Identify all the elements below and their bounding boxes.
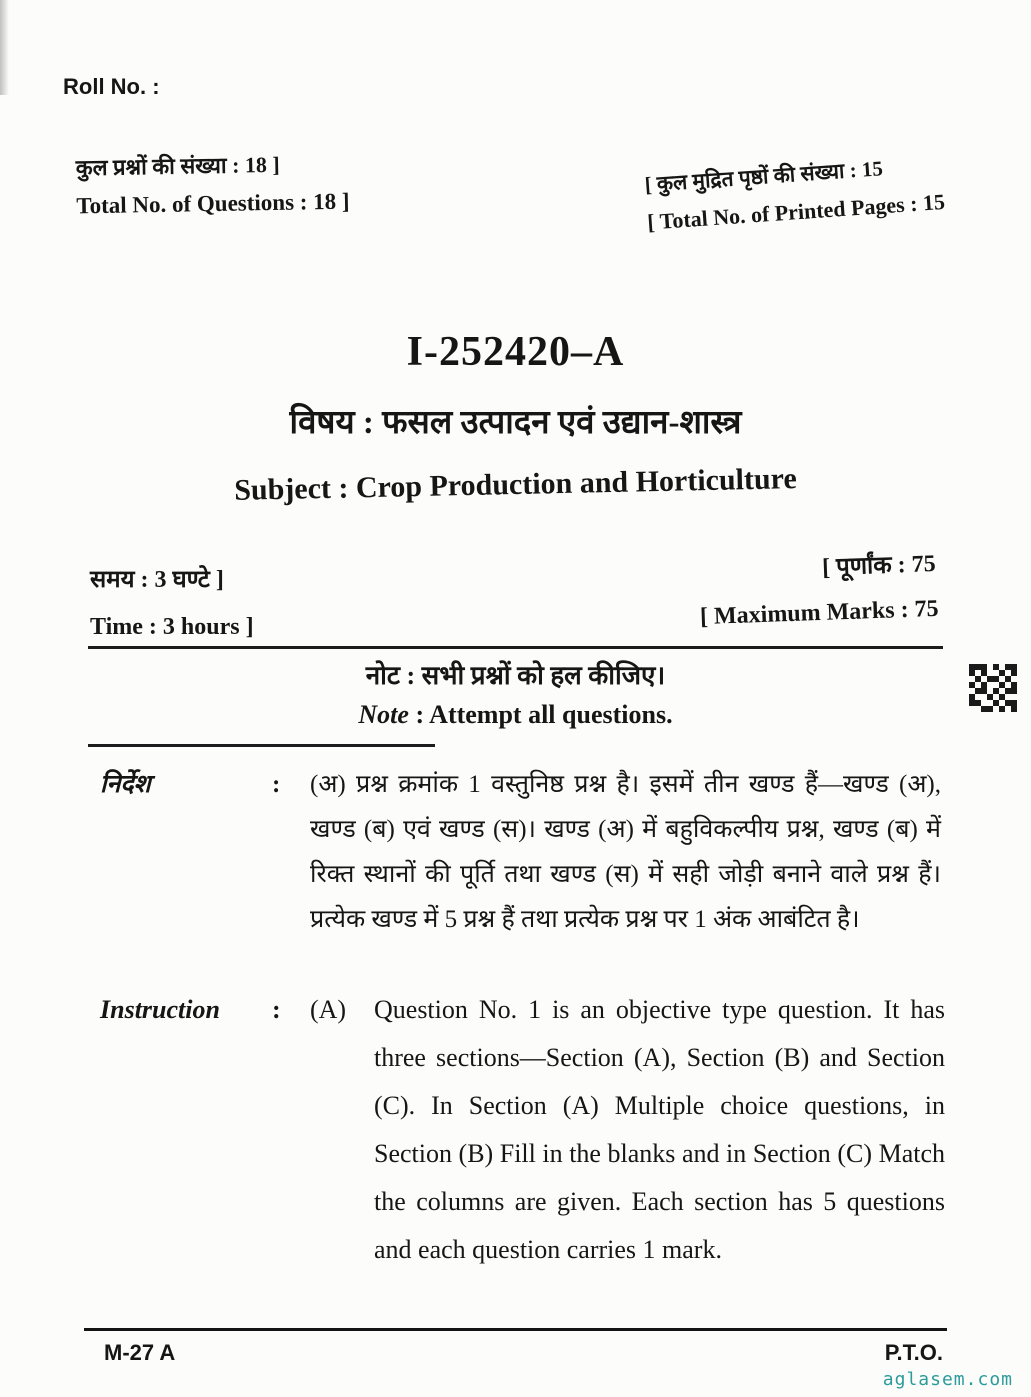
top-divider bbox=[88, 646, 943, 649]
instructions-english-text: Question No. 1 is an objective type question. It has three sections—Section (A), Section (B) and Section (C). In Section (A) Multiple choice questions, in Section (B) Fill in the blanks and in Section (C) Match the columns are given. Each section has 5 questions and each question carries 1 mark. bbox=[374, 995, 945, 1264]
printed-pages-block bbox=[644, 150, 946, 236]
bottom-divider bbox=[84, 1328, 947, 1331]
roll-no-label: Roll No. : bbox=[63, 74, 160, 99]
instructions-english-colon: : bbox=[272, 995, 281, 1024]
instructions-hindi-colon: : bbox=[272, 771, 281, 798]
aglasem-watermark: aglasem.com bbox=[882, 1369, 1013, 1390]
max-marks-english: [ Maximum Marks : 75 bbox=[699, 595, 940, 631]
instructions-english bbox=[100, 986, 945, 1274]
subject-title-hindi: विषय : फसल उत्पादन एवं उद्यान-शास्त्र bbox=[289, 405, 742, 441]
instructions-hindi bbox=[100, 762, 941, 942]
instructions-hindi-text: (अ) प्रश्न क्रमांक 1 वस्तुनिष्ठ प्रश्न है। इसमें तीन खण्ड हैं—खण्ड (अ), खण्ड (ब) एवं खण्ड (स)। खण्ड (अ) में बहुविकल्पीय प्रश्न, खण्ड (ब) में रिक्त स्थानों की पूर्ति तथा खण्ड (स) में सही जोड़ी बनाने वाले प्रश्न हैं। प्रत्येक खण्ड में 5 प्रश्न हैं तथा प्रत्येक प्रश्न पर 1 अंक आबंटित है। bbox=[310, 771, 941, 933]
scan-smudge bbox=[0, 0, 9, 95]
instructions-hindi-label: निर्देश bbox=[100, 771, 151, 798]
max-marks-hindi: [ पूर्णांक : 75 bbox=[822, 551, 937, 581]
note-english-label: Note bbox=[358, 700, 409, 729]
note-hindi: नोट : सभी प्रश्नों को हल कीजिए। bbox=[365, 661, 666, 690]
time-hindi: समय : 3 घण्टे ] bbox=[90, 567, 224, 593]
note-english bbox=[0, 700, 1031, 730]
time-english: Time : 3 hours ] bbox=[90, 614, 254, 640]
paper-set-code: M-27 A bbox=[104, 1340, 176, 1365]
printed-pages-hindi: [ कुल मुद्रित पृष्ठों की संख्या : 15 bbox=[643, 156, 884, 197]
total-questions-hindi: कुल प्रश्नों की संख्या : 18 ] bbox=[75, 151, 280, 181]
instructions-english-body bbox=[310, 986, 945, 1274]
total-questions-english: Total No. of Questions : 18 ] bbox=[76, 188, 350, 219]
note-english-text: : Attempt all questions. bbox=[408, 700, 673, 729]
subject-title-english: Subject : Crop Production and Horticulture bbox=[233, 462, 798, 507]
printed-pages-english: [ Total No. of Printed Pages : 15 bbox=[646, 188, 946, 235]
mid-divider bbox=[88, 744, 435, 747]
instructions-english-label: Instruction bbox=[100, 995, 220, 1024]
pto-label: P.T.O. bbox=[884, 1340, 943, 1365]
qr-code-icon bbox=[969, 664, 1017, 712]
paper-code: I-252420–A bbox=[406, 329, 625, 375]
total-questions-block bbox=[75, 148, 349, 220]
instructions-english-marker: (A) bbox=[310, 995, 347, 1024]
